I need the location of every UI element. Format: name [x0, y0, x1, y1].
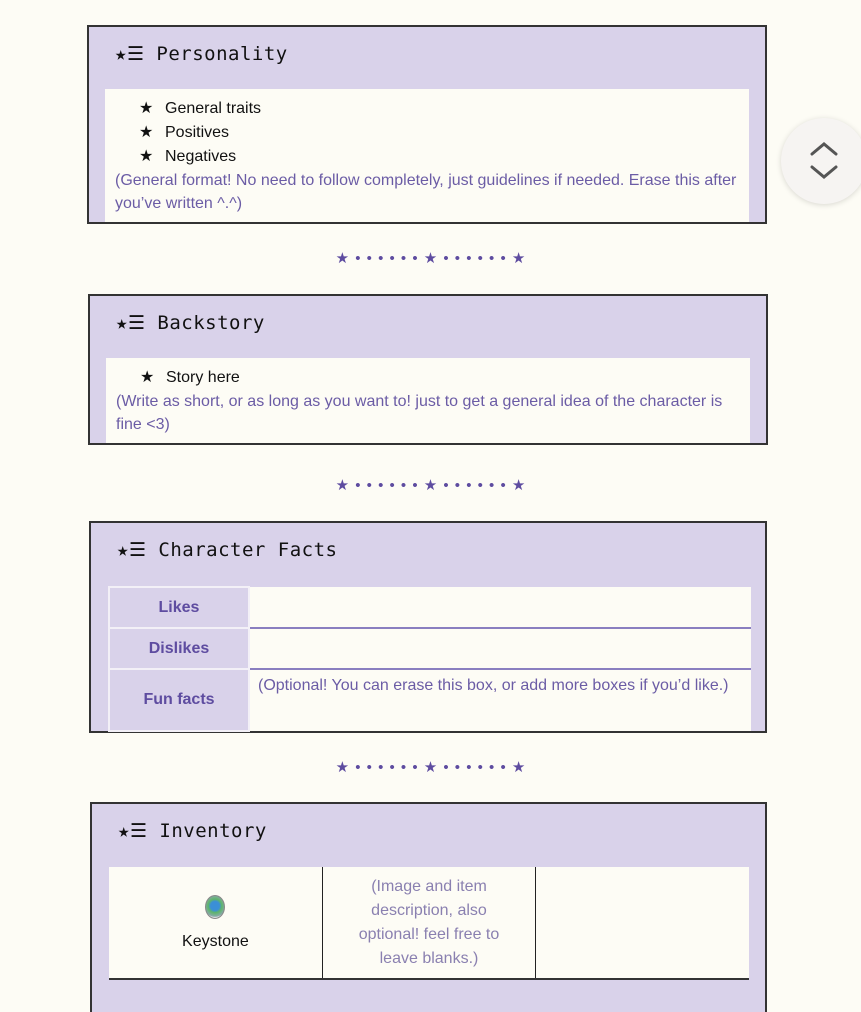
backstory-section	[88, 294, 768, 445]
star-divider: ★ • • • • • • ★ • • • • • • ★	[335, 477, 527, 494]
star-divider: ★ • • • • • • ★ • • • • • • ★	[335, 759, 527, 776]
list-item: ★ Negatives	[139, 148, 237, 165]
row-value[interactable]	[249, 628, 751, 669]
star-divider: ★ • • • • • • ★ • • • • • • ★	[335, 250, 527, 267]
inventory-table	[109, 867, 749, 980]
chevron-up-down-icon[interactable]	[781, 118, 861, 204]
item-name: Keystone	[182, 932, 249, 950]
list-item: ★ General traits	[139, 100, 262, 117]
table-row	[109, 669, 751, 731]
table-row	[109, 867, 749, 979]
character-facts-section	[89, 521, 767, 733]
description-cell	[322, 867, 535, 979]
section-title: ★☰ Backstory	[116, 312, 265, 334]
row-label: Dislikes	[109, 628, 249, 669]
item-description: (Image and item description, also optional! feel free to leave blanks.)	[358, 877, 500, 967]
row-label: Likes	[109, 587, 249, 628]
note-text: (General format! No need to follow completely, just guidelines if needed. Erase this after you’ve written ^.^)	[115, 172, 737, 212]
row-value[interactable]	[249, 587, 751, 628]
section-title: ★☰ Inventory	[118, 820, 267, 842]
extra-cell[interactable]	[536, 867, 749, 979]
note-text: (Write as short, or as long as you want to! just to get a general idea of the character is fine <3)	[116, 393, 723, 433]
row-value[interactable]: (Optional! You can erase this box, or add more boxes if you’d like.)	[249, 669, 751, 731]
list-item: ★ Story here	[140, 369, 240, 386]
section-title: ★☰ Character Facts	[117, 539, 338, 561]
inventory-section	[90, 802, 767, 1012]
table-row	[109, 587, 751, 628]
section-title: ★☰ Personality	[115, 43, 288, 65]
item-cell	[109, 867, 322, 979]
keystone-icon	[205, 895, 225, 919]
list-item: ★ Positives	[139, 124, 230, 141]
row-label: Fun facts	[109, 669, 249, 731]
personality-section	[87, 25, 767, 224]
facts-table	[108, 586, 751, 732]
scroll-buttons[interactable]	[781, 118, 861, 204]
table-row	[109, 628, 751, 669]
